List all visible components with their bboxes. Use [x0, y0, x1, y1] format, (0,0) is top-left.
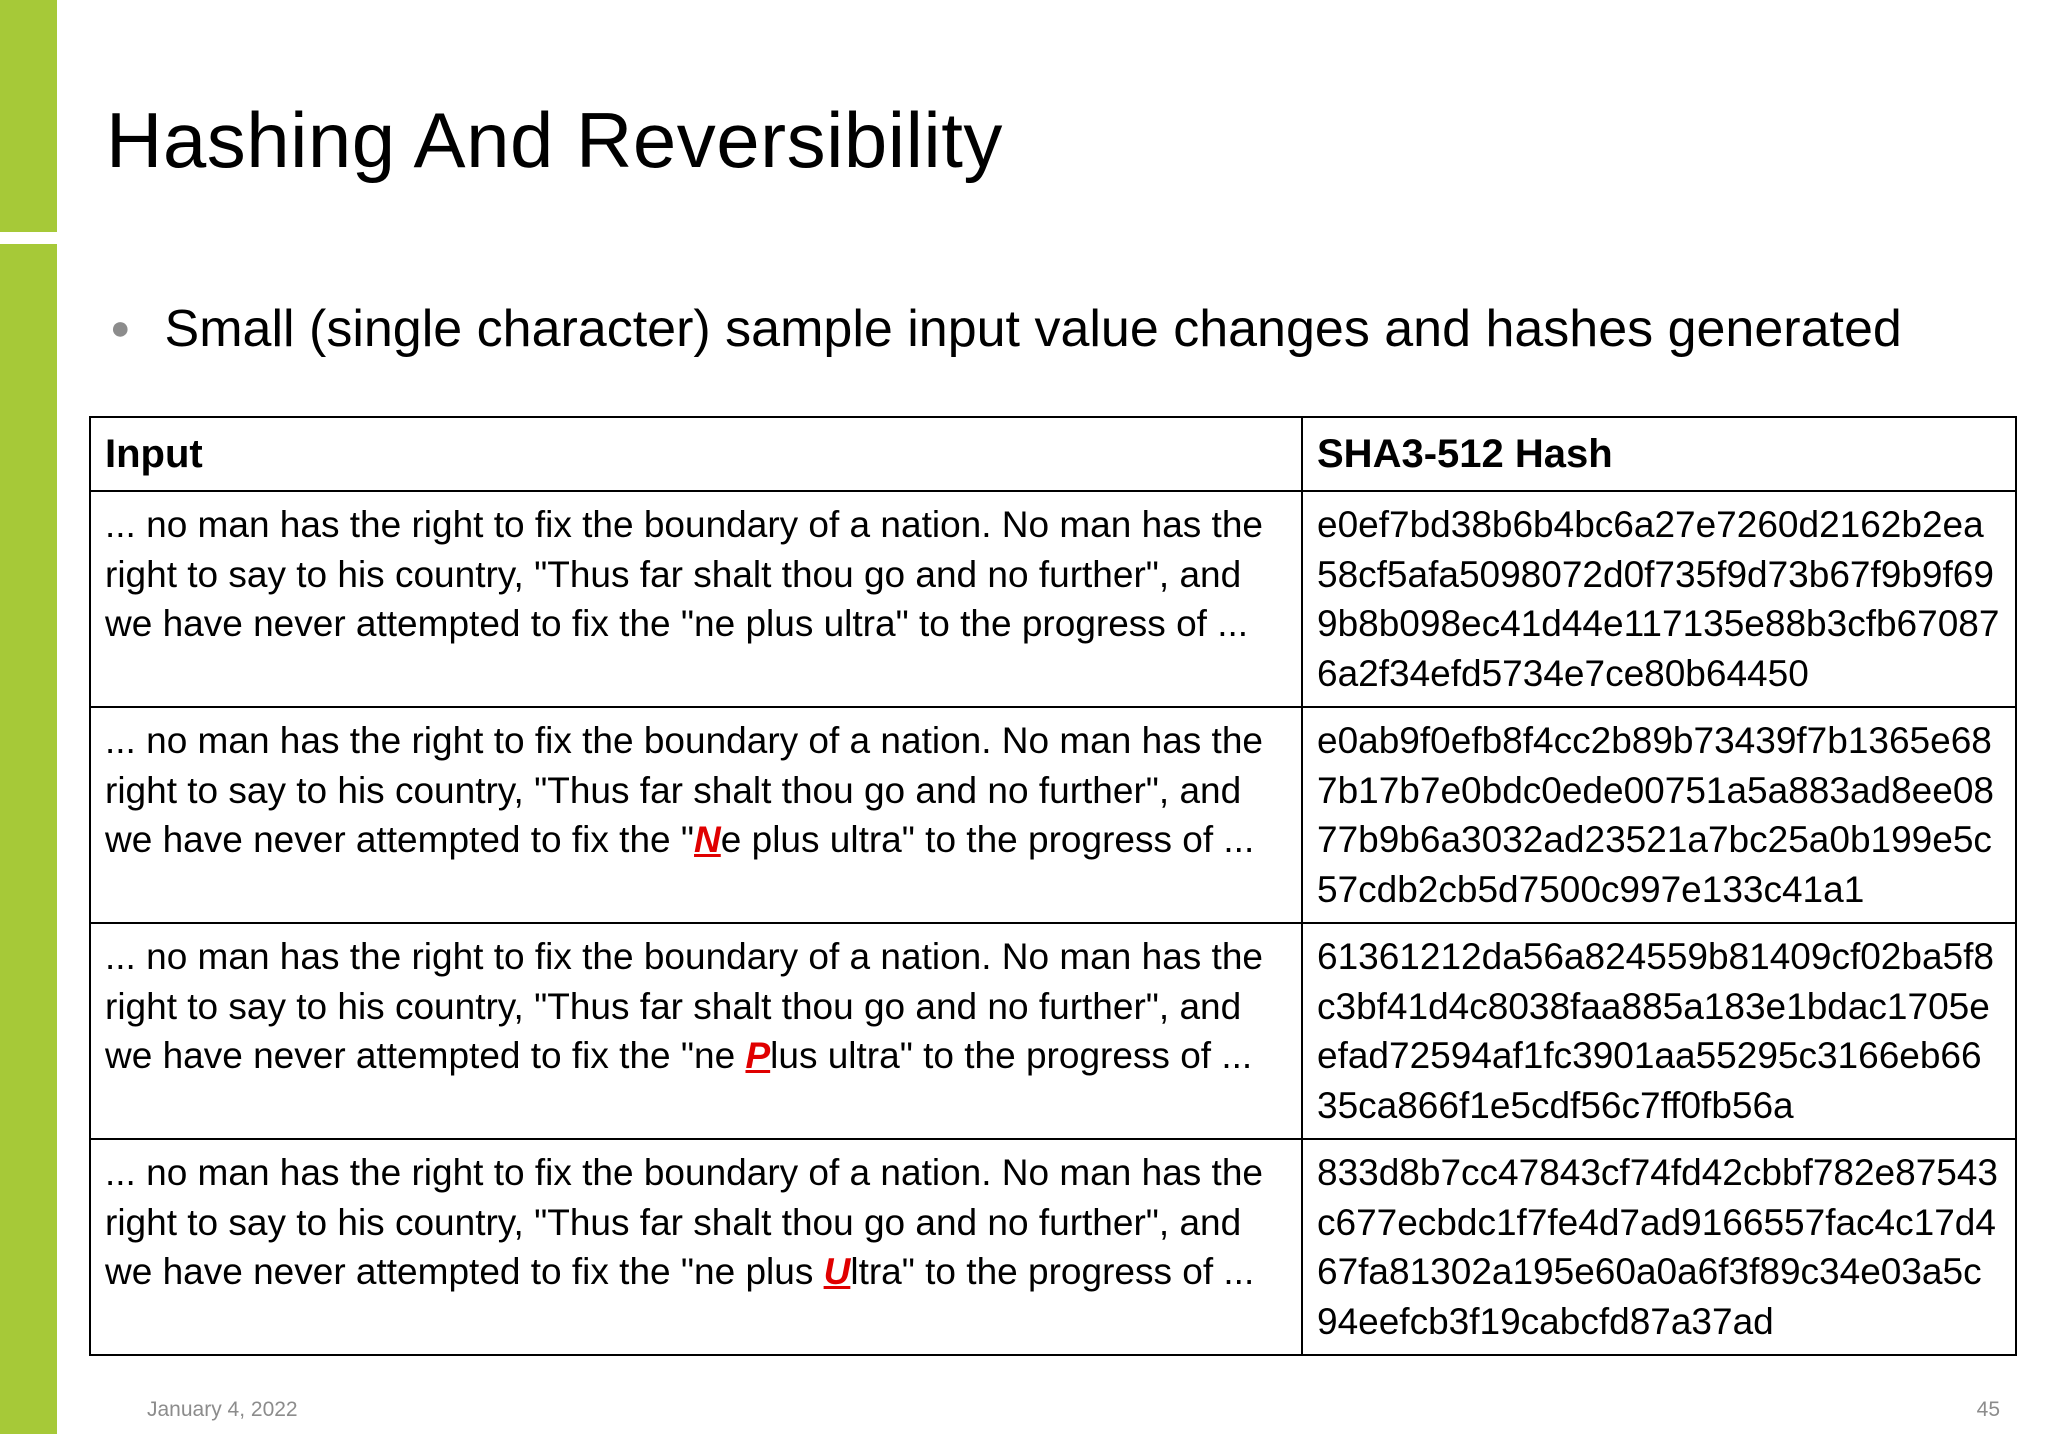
table-row [90, 923, 2016, 1139]
accent-bar-bottom [0, 244, 57, 1434]
bullet-text: Small (single character) sample input value changes and hashes generated [164, 300, 1902, 358]
changed-character: U [823, 1251, 851, 1292]
page-number: 45 [1976, 1398, 2000, 1421]
hash-cell: 61361212da56a824559b81409cf02ba5f8c3bf41d4c8038faa885a183e1bdac1705eefad72594af1fc3901aa55295c3166eb6635ca866f1e5cdf56c7ff0fb56a [1302, 923, 2016, 1139]
bullet-icon: ● [110, 309, 131, 348]
column-header-input: Input [90, 417, 1302, 491]
table-row [90, 707, 2016, 923]
slide-title: Hashing And Reversibility [106, 96, 1003, 184]
input-text: ... no man has the right to fix the boundary of a nation. No man has the right to say to his country, "Thus far shalt thou go and no further", and we have never attempted to fix the "ne plus [105, 1152, 1263, 1292]
input-text-rest: ltra" to the progress of ... [850, 1251, 1255, 1292]
input-text: ... no man has the right to fix the boundary of a nation. No man has the right to say to his country, "Thus far shalt thou go and no further", and we have never attempted to fix the "ne plus ultra" to the progress of ... [105, 504, 1263, 644]
table-header-row [90, 417, 2016, 491]
accent-bar-top [0, 0, 57, 232]
bullet-item [110, 296, 1902, 365]
input-cell [90, 491, 1302, 707]
table-row [90, 491, 2016, 707]
hash-cell: e0ab9f0efb8f4cc2b89b73439f7b1365e687b17b7e0bdc0ede00751a5a883ad8ee0877b9b6a3032ad23521a7bc25a0b199e5c57cdb2cb5d7500c997e133c41a1 [1302, 707, 2016, 923]
column-header-hash: SHA3-512 Hash [1302, 417, 2016, 491]
changed-character: P [745, 1035, 771, 1076]
input-cell [90, 707, 1302, 923]
hash-cell: 833d8b7cc47843cf74fd42cbbf782e87543c677ecbdc1f7fe4d7ad9166557fac4c17d467fa81302a195e60a0a6f3f89c34e03a5c94eefcb3f19cabcfd87a37ad [1302, 1139, 2016, 1355]
table-row [90, 1139, 2016, 1355]
input-text: ... no man has the right to fix the boundary of a nation. No man has the right to say to his country, "Thus far shalt thou go and no further", and we have never attempted to fix the "ne [105, 936, 1263, 1076]
hash-table [89, 416, 2017, 1356]
input-text-rest: lus ultra" to the progress of ... [770, 1035, 1253, 1076]
footer-date: January 4, 2022 [147, 1398, 298, 1421]
input-text-rest: e plus ultra" to the progress of ... [720, 819, 1255, 860]
changed-character: N [694, 819, 721, 860]
input-cell [90, 923, 1302, 1139]
input-cell [90, 1139, 1302, 1355]
input-text: ... no man has the right to fix the boundary of a nation. No man has the right to say to his country, "Thus far shalt thou go and no further", and we have never attempted to fix the " [105, 720, 1263, 860]
hash-cell: e0ef7bd38b6b4bc6a27e7260d2162b2ea58cf5afa5098072d0f735f9d73b67f9b9f699b8b098ec41d44e117135e88b3cfb670876a2f34efd5734e7ce80b64450 [1302, 491, 2016, 707]
